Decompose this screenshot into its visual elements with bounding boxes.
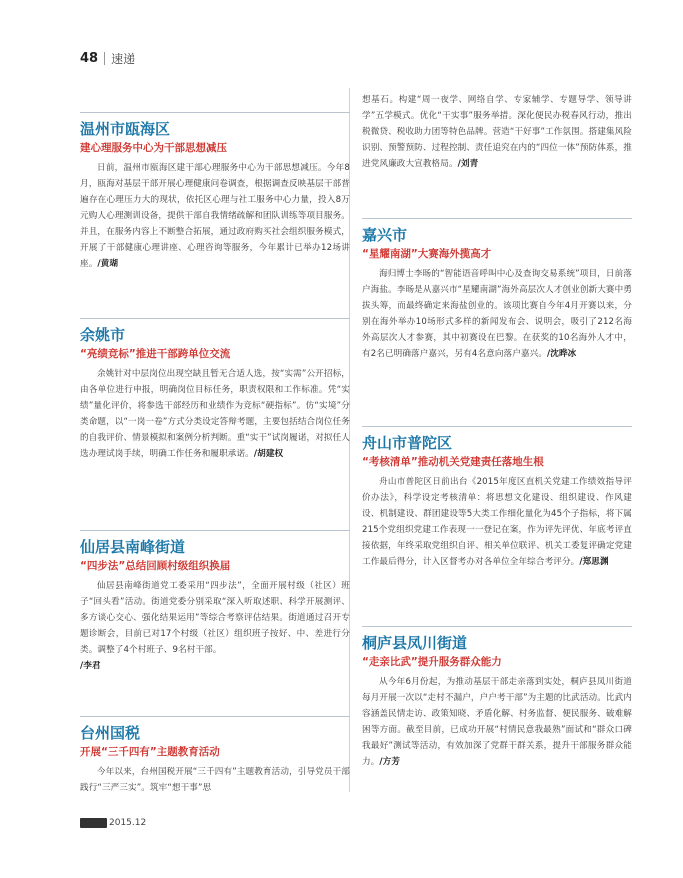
article-subtitle: “星耀南湖”大赛海外揽高才 <box>362 248 492 260</box>
page-number: 48 <box>80 50 99 66</box>
article-paragraph: 日前，温州市瓯海区建干部心理服务中心为干部思想减压。今年8月，瓯海对基层干部开展心理健康问卷调查，根据调查反映基层干部普遍存在心理压力大的现状，依托区心理与社工服务中心力量，投入8万元购人心理测训设备，提供干部自我情绪疏解和团队训练等项目服务。并且，在服务内容上不断整合拓展，通过政府购买社会组织服务模式，开展了干部健康心理讲座、心理咨询等服务，今年累计已举办12场讲座。/黄瑚 <box>80 163 350 269</box>
article-rule <box>80 530 350 531</box>
article-taizhou <box>80 716 350 796</box>
article-author: /胡建权 <box>253 449 284 459</box>
article-paragraph: 从今年6月份起，为推动基层干部走亲落到实处，桐庐县凤川街道每月开展一次以“走村不漏户，户户考干部”为主题的比武活动。比武内容涵盖民情走访、政策知晓、矛盾化解、村务监督、便民服务、破难解困等方面。截至目前，已成功开展“村情民意我最熟”面试和“群众口碑我最好”测试等活动，有效加深了党群干群关系，提升干部服务群众能力。/方芳 <box>362 677 632 767</box>
article-author: /方芳 <box>379 757 401 767</box>
article-subtitle: “亮绩竞标”推进干部跨单位交流 <box>80 348 231 360</box>
article-putuo <box>362 426 632 570</box>
article-author: /郑思渊 <box>579 557 609 567</box>
article-wenzhou <box>80 112 350 272</box>
article-body <box>362 92 632 172</box>
article-subtitle: 开展“三千四有”主题教育活动 <box>80 746 220 758</box>
article-jiaxing <box>362 218 632 362</box>
page-header <box>80 48 135 68</box>
article-body <box>80 764 350 796</box>
article-subtitle: 建心理服务中心为干部思想减压 <box>80 142 227 154</box>
article-title: 舟山市普陀区 <box>362 434 453 452</box>
magazine-logo <box>80 818 107 828</box>
article-title: 桐庐县凤川街道 <box>362 634 468 652</box>
article-author: /李君 <box>80 661 101 671</box>
article-title: 嘉兴市 <box>362 226 408 244</box>
article-xianju <box>80 530 350 674</box>
article-author: /黄瑚 <box>97 259 119 269</box>
issue-label: 2015.12 <box>109 818 147 828</box>
article-author: /沈晔冰 <box>547 349 577 359</box>
article-title: 台州国税 <box>80 724 141 742</box>
page-footer <box>80 818 146 828</box>
article-title: 温州市瓯海区 <box>80 120 171 138</box>
article-rule <box>80 716 350 717</box>
article-paragraph: 想基石。构建“周一夜学、网络自学、专家辅学、专题导学、领导讲学”五学模式。优化“干实事”服务举措。深化便民办税春风行动，推出税微贷、税收助力团等特色品牌。营造“干好事”工作氛围。搭建集风险识别、预警预防、过程控制、责任追究在内的“四位一体”预防体系，推进党风廉政大宣教格局。/刘青 <box>362 95 632 169</box>
article-body <box>362 266 632 362</box>
article-subtitle: “四步法”总结回顾村级组织换届 <box>80 560 231 572</box>
article-rule <box>80 318 350 319</box>
article-taizhou-continued <box>362 92 632 172</box>
article-yuyao <box>80 318 350 462</box>
article-author-line <box>80 658 350 674</box>
article-body <box>80 366 350 462</box>
header-divider <box>104 52 105 65</box>
article-rule <box>362 426 632 427</box>
article-author: /刘青 <box>457 159 479 169</box>
article-paragraph: 舟山市普陀区日前出台《2015年度区直机关党建工作绩效指导评价办法》，科学设定考核清单：将思想文化建设、组织建设、作风建设、机制建设、群团建设等5大类工作细化量化为45个子指标，将下属215个党组织党建工作表现一一登记在案，作为评先评优、年底考评直接依据，年终采取党组织自评、相关单位联评、机关工委复评确定党建工作最后得分，计入区督考办对各单位全年综合考评分。/郑思渊 <box>362 477 632 567</box>
article-subtitle: “走亲比武”提升服务群众能力 <box>362 656 502 668</box>
article-body <box>80 160 350 272</box>
section-label: 速递 <box>111 51 136 66</box>
article-subtitle: “考核清单”推动机关党建责任落地生根 <box>362 456 544 468</box>
article-title: 仙居县南峰街道 <box>80 538 186 556</box>
article-title: 余姚市 <box>80 326 126 344</box>
article-rule <box>362 626 632 627</box>
article-tonglu <box>362 626 632 770</box>
article-paragraph: 今年以来，台州国税开展“三千四有”主题教育活动，引导党员干部践行“三严三实”。筑牢“想干事”思 <box>80 767 350 793</box>
article-body <box>362 474 632 570</box>
article-paragraph: 仙居县南峰街道党工委采用“四步法”，全面开展村级（社区）班子“回头看”活动。街道党委分别采取“深入听取述职、科学开展测评、多方谈心交心、强化结果运用”等综合考察评估结果。街道通过召开专题诊断会，目前已对17个村级（社区）组织班子按好、中、差进行分类。调整了4个村班子、9名村干部。 <box>80 581 350 655</box>
article-paragraph: 余姚针对中层岗位出现空缺且暂无合适人选，按“实需”公开招标，由各单位进行申报，明确岗位目标任务，职责权限和工作标准。凭“实绩”量化评价，将参选干部经历和业绩作为竞标“硬指标”。仿“实境”分类命题，以“一岗一卷”方式分类设定答辩考题，主要包括结合岗位任务的自我评价、情景模拟和案例分析判断。重“实干”试岗履诺，对拟任人选办理试岗手续，明确工作任务和履职承诺。/胡建权 <box>80 369 350 459</box>
article-rule <box>362 218 632 219</box>
article-rule <box>80 112 350 113</box>
article-body <box>80 578 350 674</box>
article-body <box>362 674 632 770</box>
article-paragraph: 海归博士李旸的“智能语音呼叫中心及查询交易系统”项目，日前落户海盐。李旸是从嘉兴市“星耀南湖”海外高层次人才创业创新大赛中勇拔头筹，而最终确定来海盐创业的。该项比赛自今年4月开赛以来，分别在海外举办10场形式多样的新闻发布会、说明会，吸引了212名海外高层次人才参赛，其中初赛设在巴黎。在获奖的10名海外人才中，有2名已明确落户嘉兴，另有4名意向落户嘉兴。/沈晔冰 <box>362 269 632 359</box>
